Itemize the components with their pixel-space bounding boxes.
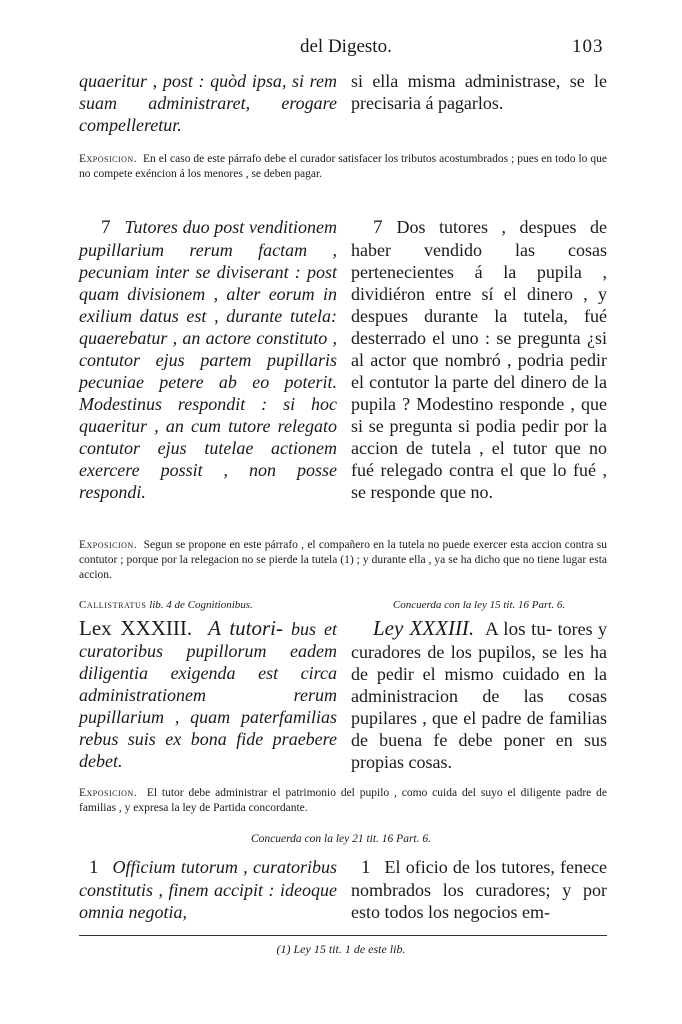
spanish-column xyxy=(351,856,607,923)
latin-text: Tutores duo post venditionem pupillarium rerum factam , pecuniam inter se diviserant : post quam divisionem , alter eorum in exilium datus est , durante tutela: quaerebatur , an actore constituto , contutor ejus partem pupillaris pecuniae petere ab eo poterit. Modestinus respondit : si hoc quaeritur , an cum tutore relegato contutor ejus tutelae actionem exercere possit , non posse respondi. xyxy=(79,217,337,502)
paragraph-number: 1 xyxy=(361,857,371,878)
running-head xyxy=(0,36,682,62)
latin-column xyxy=(79,598,337,773)
exposicion-text: En el caso de este párrafo debe el curador satisfacer los tributos acostumbrados ; pues en todo lo que no compete exéncion á los menores , se deben pagar. xyxy=(79,153,608,180)
law-heading-continuation: A tutori- xyxy=(208,616,283,640)
source-work: lib. 4 de Cognitionibus. xyxy=(149,599,253,611)
exposicion-text: Segun se propone en este párrafo , el compañero en la tutela no puede exercer esta accion contra su contutor ; porque por la relegacion no se pierde la tutela (1) ; y durante ella , ya se ha dicho que no tiene lugar esta accion. xyxy=(79,539,607,581)
paragraph-number: 7 xyxy=(373,217,383,238)
law-heading-continuation: A los tu- xyxy=(484,619,553,640)
spanish-text: Dos tutores , despues de haber vendido las cosas pertenecientes á la pupila , dividiéron entre sí el dinero , y despues durante la tutela, fué desterrado el uno : se pregunta ¿si al actor que nombró , podria pedir el contutor la parte del dinero de la pupila ? Modestino responde , que si se pregunta si podia pedir por la accion de tutela , el tutor que no fué relegado contra el que lo fué , se responde que no. xyxy=(351,217,607,502)
parallel-text-block-3 xyxy=(79,598,607,773)
latin-text: bus et curatoribus pupillorum eadem diligentia exigenda est circa administrationem rerum pupillarium , quam paterfamilias rebus suis ex bona fide praebere debet. xyxy=(79,619,337,771)
source-citation xyxy=(79,598,337,612)
footnote xyxy=(0,942,682,957)
paragraph-number: 7 xyxy=(101,217,111,238)
spanish-column xyxy=(351,70,607,136)
exposicion-label: Exposicion. xyxy=(79,787,138,799)
exposicion-note-2 xyxy=(79,538,607,583)
footnote-text: (1) Ley 15 tit. 1 de este lib. xyxy=(276,942,406,956)
paragraph-number: 1 xyxy=(89,857,99,878)
parallel-text-block-4 xyxy=(79,856,607,923)
concordance-citation: Concuerda con la ley 15 tit. 16 Part. 6. xyxy=(392,599,566,611)
spanish-column xyxy=(351,598,607,773)
running-title: del Digesto. xyxy=(300,36,392,57)
exposicion-label: Exposicion. xyxy=(79,153,138,165)
exposicion-text: El tutor debe administrar el patrimonio del pupilo , como cuida del suyo el diligente padre de familias , y expresa la ley de Partida concordante. xyxy=(79,787,608,814)
law-heading: Lex XXXIII. xyxy=(79,616,193,640)
spanish-text: El oficio de los tutores, fenece nombrados los curadores; y por esto todos los negocios em- xyxy=(351,857,607,922)
latin-column xyxy=(79,856,337,923)
latin-column xyxy=(79,70,337,136)
page-number: 103 xyxy=(572,36,604,57)
exposicion-note-3 xyxy=(79,786,607,816)
parallel-text-block-2 xyxy=(79,216,607,503)
spanish-text: si ella misma administrase, se le precisaria á pagarlos. xyxy=(351,71,607,113)
concordance-citation: Concuerda con la ley 21 tit. 16 Part. 6. xyxy=(250,833,432,845)
footnote-rule xyxy=(79,935,607,936)
law-heading: Ley XXXIII. xyxy=(373,616,475,640)
spanish-text: tores y curadores de los pupilos, se les ha de pedir el mismo cuidado en la administracion de las cosas pupilares , que el padre de familias de buena fe debe poner en sus propias cosas. xyxy=(351,619,608,772)
latin-text: Officium tutorum , curatoribus constitutis , finem accipit : ideoque omnia negotia, xyxy=(79,857,337,922)
parallel-text-block-1 xyxy=(79,70,607,136)
spanish-column xyxy=(351,216,607,503)
latin-column xyxy=(79,216,337,503)
exposicion-label: Exposicion. xyxy=(79,539,138,551)
exposicion-note-1 xyxy=(79,152,607,182)
latin-text: quaeritur , post : quòd ipsa, si rem suam administraret, erogare compelleretur. xyxy=(79,71,337,135)
source-author: Callistratus xyxy=(79,599,147,611)
